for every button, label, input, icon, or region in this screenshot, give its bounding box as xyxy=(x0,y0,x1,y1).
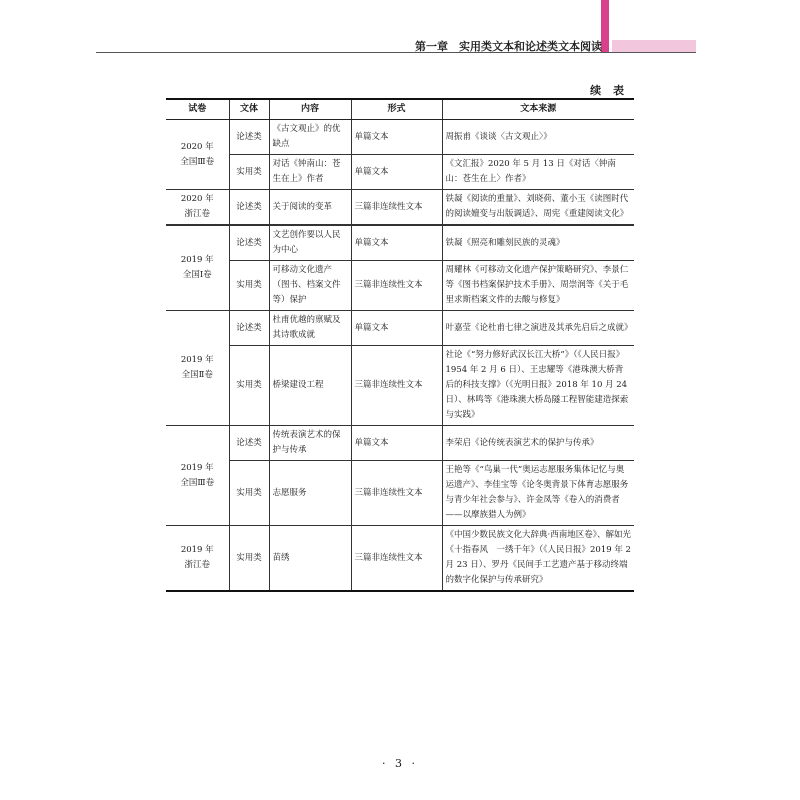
table-row xyxy=(166,261,634,311)
continued-label: 续 表 xyxy=(590,84,628,97)
table-row xyxy=(166,190,634,226)
content-cell: 杜甫优越的禀赋及其诗歌成就 xyxy=(269,311,351,346)
type-cell: 论述类 xyxy=(229,225,269,261)
exam-cell: 2020 年 全国Ⅲ卷 xyxy=(166,120,229,190)
source-cell: 李荣启《论传统表演艺术的保护与传承》 xyxy=(442,426,634,461)
form-cell: 单篇文本 xyxy=(351,225,442,261)
table-row xyxy=(166,311,634,346)
exam-table xyxy=(166,98,634,592)
source-cell: 王艳等《“鸟巢一代”奥运志愿服务集体记忆与奥运遗产》、李佳宝等《论冬奥背景下体育志愿服务与青少年社会参与》、许金凤等《卷入的消费者——以摩族猎人为例》 xyxy=(442,461,634,526)
content-cell: 志愿服务 xyxy=(269,461,351,526)
form-cell: 三篇非连续性文本 xyxy=(351,261,442,311)
type-cell: 实用类 xyxy=(229,261,269,311)
form-cell: 三篇非连续性文本 xyxy=(351,346,442,426)
form-cell: 三篇非连续性文本 xyxy=(351,190,442,226)
chapter-title: 第一章 实用类文本和论述类文本阅读 xyxy=(415,40,602,53)
exam-cell: 2019 年 全国Ⅰ卷 xyxy=(166,225,229,311)
table-row xyxy=(166,120,634,155)
content-cell: 苗绣 xyxy=(269,526,351,592)
source-cell: 《文汇报》2020 年 5 月 13 日《对话〈钟南山：苍生在上〉作者》 xyxy=(442,155,634,190)
content-cell: 可移动文化遗产（图书、档案文件等）保护 xyxy=(269,261,351,311)
header-accent-bar xyxy=(601,0,609,52)
form-cell: 单篇文本 xyxy=(351,155,442,190)
table-header-row xyxy=(166,99,634,120)
type-cell: 论述类 xyxy=(229,190,269,226)
type-cell: 实用类 xyxy=(229,346,269,426)
column-header-type: 文体 xyxy=(229,99,269,120)
source-cell: 社论《“努力修好武汉长江大桥”》（《人民日报》1954 年 2 月 6 日）、王忠耀等《港珠澳大桥背后的科技支撑》（《光明日报》2018 年 10 月 24 日）、林鸣等《港珠澳大桥岛隧工程智能建造探索与实践》 xyxy=(442,346,634,426)
table-row xyxy=(166,461,634,526)
exam-cell: 2019 年 全国Ⅲ卷 xyxy=(166,426,229,526)
column-header-content: 内容 xyxy=(269,99,351,120)
content-cell: 传统表演艺术的保护与传承 xyxy=(269,426,351,461)
column-header-exam: 试卷 xyxy=(166,99,229,120)
type-cell: 实用类 xyxy=(229,461,269,526)
table-row xyxy=(166,225,634,261)
header-accent-band xyxy=(612,40,696,52)
form-cell: 单篇文本 xyxy=(351,120,442,155)
type-cell: 论述类 xyxy=(229,120,269,155)
page-number: · 3 · xyxy=(382,757,418,770)
content-cell: 《古文观止》的优缺点 xyxy=(269,120,351,155)
column-header-source: 文本来源 xyxy=(442,99,634,120)
form-cell: 单篇文本 xyxy=(351,426,442,461)
table-row xyxy=(166,526,634,592)
source-cell: 《中国少数民族文化大辞典·西南地区卷》、解如光《十指春风 一绣千年》（《人民日报》2019 年 2 月 23 日）、罗丹《民间手工艺遗产基于移动终端的数字化保护与传承研究》 xyxy=(442,526,634,592)
table-row xyxy=(166,346,634,426)
column-header-form: 形式 xyxy=(351,99,442,120)
content-cell: 桥梁建设工程 xyxy=(269,346,351,426)
type-cell: 论述类 xyxy=(229,426,269,461)
form-cell: 三篇非连续性文本 xyxy=(351,461,442,526)
source-cell: 周耀林《可移动文化遗产保护策略研究》、李景仁等《图书档案保护技术手册》、周崇润等《关于毛里求斯档案文件的去酸与修复》 xyxy=(442,261,634,311)
table-row xyxy=(166,155,634,190)
source-cell: 叶嘉莹《论杜甫七律之演进及其承先启后之成就》 xyxy=(442,311,634,346)
exam-cell: 2019 年 全国Ⅱ卷 xyxy=(166,311,229,426)
type-cell: 实用类 xyxy=(229,155,269,190)
type-cell: 论述类 xyxy=(229,311,269,346)
content-cell: 对话《钟南山：苍生在上》作者 xyxy=(269,155,351,190)
table-row xyxy=(166,426,634,461)
source-cell: 铁凝《照亮和雕刻民族的灵魂》 xyxy=(442,225,634,261)
exam-cell: 2020 年 浙江卷 xyxy=(166,190,229,226)
form-cell: 单篇文本 xyxy=(351,311,442,346)
source-cell: 铁凝《阅读的重量》、刘晓荷、董小玉《读图时代的阅读嬗变与出版调适》、周宪《重建阅读文化》 xyxy=(442,190,634,226)
content-cell: 文艺创作要以人民为中心 xyxy=(269,225,351,261)
form-cell: 三篇非连续性文本 xyxy=(351,526,442,592)
type-cell: 实用类 xyxy=(229,526,269,592)
header-rule xyxy=(96,52,696,53)
source-cell: 周振甫《谈谈〈古文观止〉》 xyxy=(442,120,634,155)
content-cell: 关于阅读的变革 xyxy=(269,190,351,226)
exam-cell: 2019 年 浙江卷 xyxy=(166,526,229,592)
